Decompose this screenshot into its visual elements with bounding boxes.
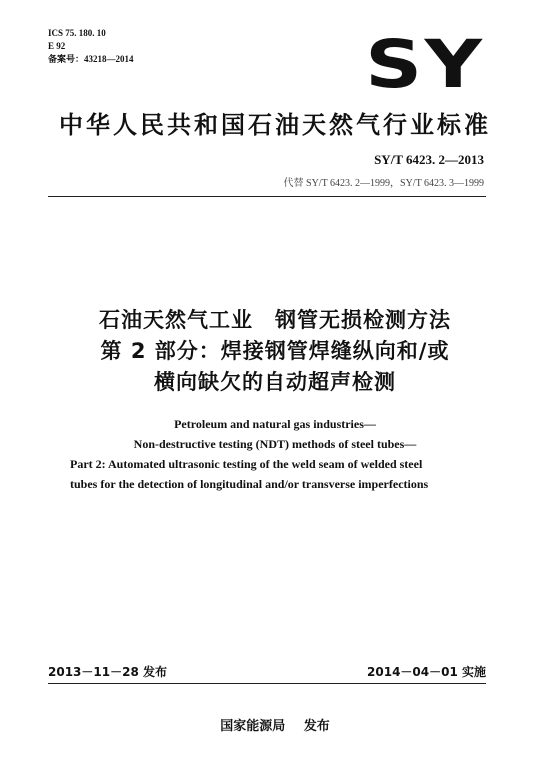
divider-top — [48, 196, 486, 197]
divider-bottom — [48, 683, 486, 684]
title-en-line-3: Part 2: Automated ultrasonic testing of the weld seam of welded steel — [70, 457, 423, 471]
ccs-code: E 92 — [48, 41, 66, 51]
title-en-line-4: tubes for the detection of longitudinal and/or transverse imperfections — [70, 477, 429, 491]
sy-logo: SY — [364, 26, 484, 103]
ics-code: ICS 75. 180. 10 — [48, 28, 106, 38]
replaces-note: 代替 SY/T 6423. 2—1999，SY/T 6423. 3—1999 — [283, 178, 484, 189]
title-cn-line-3: 横向缺欠的自动超声检测 — [154, 370, 396, 394]
implementation-date: 2014－04－01 实施 — [367, 665, 486, 679]
title-en-line-1: Petroleum and natural gas industries— — [174, 417, 376, 431]
issuer: 国家能源局 发布 — [220, 719, 330, 734]
filing-number: 备案号：43218—2014 — [48, 54, 134, 64]
title-cn-line-2: 第 2 部分：焊接钢管焊缝纵向和/或 — [100, 339, 450, 363]
standard-category-title: 中华人民共和国石油天然气行业标准 — [59, 111, 491, 139]
title-en-line-2: Non-destructive testing (NDT) methods of steel tubes— — [133, 437, 417, 451]
issue-date: 2013－11－28 发布 — [48, 665, 167, 679]
title-cn-line-1: 石油天然气工业 钢管无损检测方法 — [99, 308, 451, 332]
standard-number: SY/T 6423. 2—2013 — [374, 152, 484, 167]
